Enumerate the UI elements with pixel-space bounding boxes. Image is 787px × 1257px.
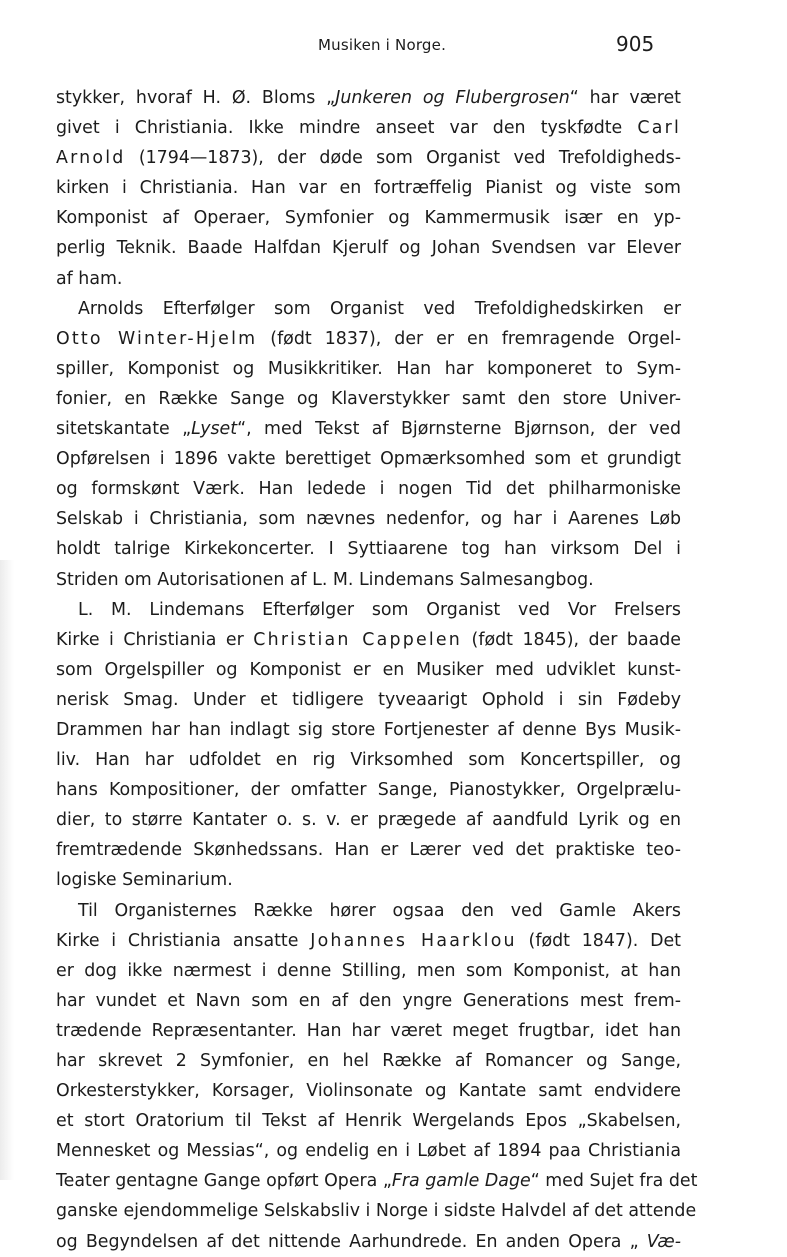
paragraph-start: Arnolds Efterfølger som Organist ved Trefoldighedskirken er [78,298,681,319]
text-line: Otto Winter-Hjelm (født 1837), der er en fremragende Orgel- [56,328,681,349]
text-line: er dog ikke nærmest i denne Stilling, men som Komponist, at han [56,960,681,981]
text-line: kirken i Christiania. Han var en fortræffelig Pianist og viste som [56,178,681,199]
text-line: sitetskantate „Lyset“, med Tekst af Bjørnsterne Bjørnson, der ved [56,419,682,440]
work-title: Junkeren og Flubergrosen [335,88,570,108]
text-line: Striden om Autorisationen af L. M. Lindemans Salmesangbog. [56,569,594,590]
text-line: perlig Teknik. Baade Halfdan Kjerulf og Johan Svendsen var Elever [56,238,681,259]
paper-edge-shadow [0,560,14,1180]
text-line: spiller, Komponist og Musikkritiker. Han har komponeret to Sym- [56,358,681,379]
text-line: Teater gentagne Gange opført Opera „Fra gamle Dage“ med Sujet fra det [56,1171,698,1192]
text-line: nerisk Smag. Under et tidligere tyveaarigt Ophold i sin Fødeby [56,689,681,710]
text-line: hans Kompositioner, der omfatter Sange, Pianostykker, Orgelprælu- [56,780,681,801]
text-line: og formskønt Værk. Han ledede i nogen Tid det philharmoniske [56,479,681,500]
text-line: og Begyndelsen af det nittende Aarhundrede. En anden Opera „ Væ- [56,1231,681,1252]
text-line: Mennesket og Messias“, og endelig en i Løbet af 1894 paa Christiania [56,1141,681,1162]
text-line: af ham. [56,268,123,289]
text-line: logiske Seminarium. [56,870,233,891]
spaced-name: Christian Cappelen [253,629,463,650]
text-line: trædende Repræsentanter. Han har været meget frugtbar, idet han [56,1020,681,1041]
spaced-name: Otto Winter-Hjelm [56,328,258,349]
text-line: som Orgelspiller og Komponist er en Musiker med udviklet kunst- [56,659,681,680]
page-header [0,34,787,58]
text-line: Opførelsen i 1896 vakte berettiget Opmærksomhed som et grundigt [56,449,681,470]
body-text [56,83,698,1257]
spaced-name: Johannes Haarklou [310,930,517,951]
spaced-name: Arnold [56,148,126,169]
text-line: fremtrædende Skønhedssans. Han er Lærer ved det praktiske teo- [56,840,681,861]
text-line: Kirke i Christiania ansatte Johannes Haarklou (født 1847). Det [56,930,681,951]
text-line: ganske ejendommelige Selskabsliv i Norge i sidste Halvdel af det attende [56,1201,697,1222]
text-line: har skrevet 2 Symfonier, en hel Række af Romancer og Sange, [56,1051,681,1071]
text-line: Selskab i Christiania, som nævnes nedenfor, og har i Aarenes Løb [56,509,681,530]
text-line: holdt talrige Kirkekoncerter. I Syttiaarene tog han virksom Del i [56,539,681,560]
text-line: Drammen har han indlagt sig store Fortjenester af denne Bys Musik- [56,719,681,740]
running-head: Musiken i Norge. [318,36,447,54]
paragraph-start: L. M. Lindemans Efterfølger som Organist ved Vor Frelsers [78,599,681,620]
text-line: Komponist af Operaer, Symfonier og Kammermusik især en yp- [56,208,681,229]
text-line: har vundet et Navn som en af den yngre Generations mest frem- [56,990,681,1011]
page-number: 905 [616,32,655,56]
text-line: liv. Han har udfoldet en rig Virksomhed som Koncertspiller, og [56,750,681,771]
text-line: Kirke i Christiania er Christian Cappelen (født 1845), der baade [56,629,681,650]
text-line: Arnold (1794—1873), der døde som Organist ved Trefoldigheds- [56,148,681,169]
spaced-name: Carl [637,118,681,139]
text-line: stykker, hvoraf H. Ø. Bloms „Junkeren og Flubergrosen“ har været [56,88,681,108]
paragraph-start: Til Organisternes Række hører ogsaa den ved Gamle Akers [78,900,681,921]
work-title: Lyset [191,419,238,440]
work-title: Fra gamle Dage [391,1171,531,1192]
text-line: givet i Christiania. Ikke mindre anseet var den tyskfødte Carl [56,118,681,139]
work-title: Væ- [646,1231,681,1252]
text-line: et stort Oratorium til Tekst af Henrik Wergelands Epos „Skabelsen, [56,1111,681,1132]
text-line: fonier, en Række Sange og Klaverstykker samt den store Univer- [56,388,681,409]
text-line: Orkesterstykker, Korsager, Violinsonate og Kantate samt endvidere [56,1081,681,1102]
text-line: dier, to større Kantater o. s. v. er prægede af aandfuld Lyrik og en [56,810,681,831]
